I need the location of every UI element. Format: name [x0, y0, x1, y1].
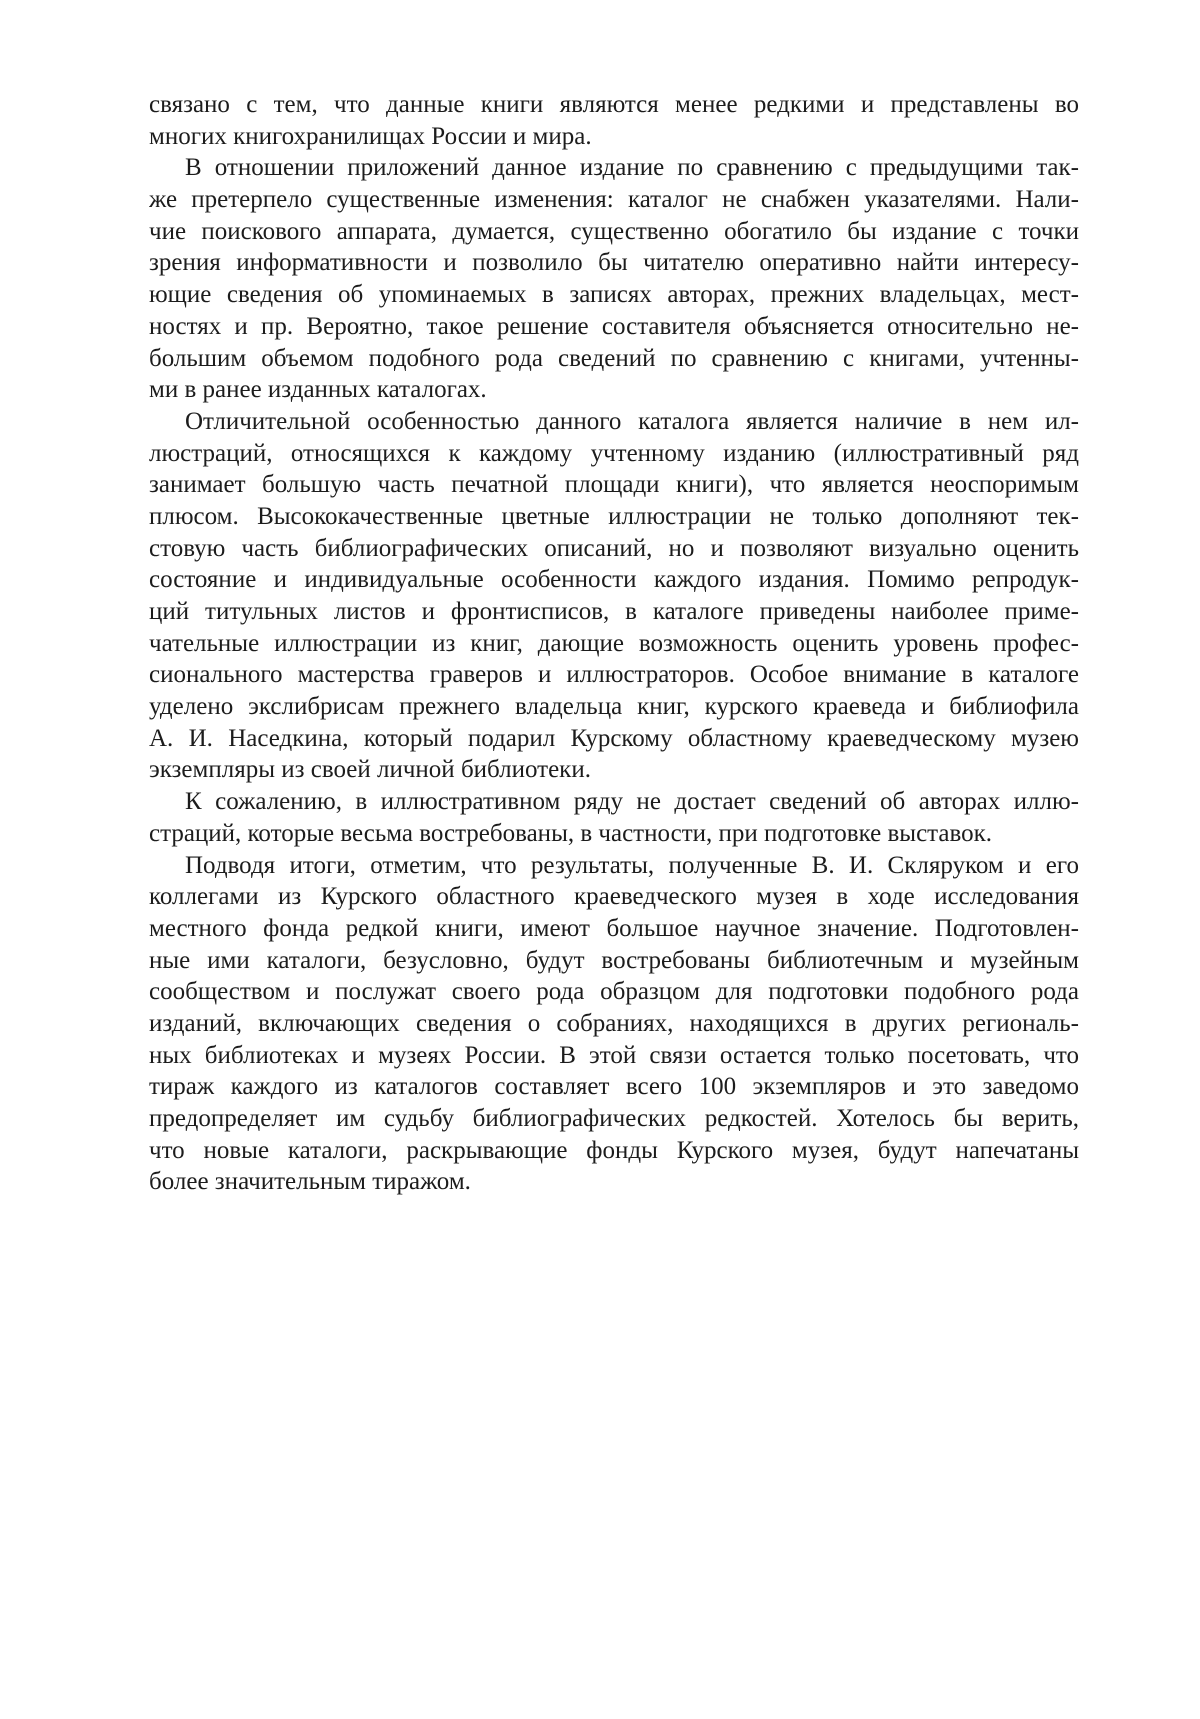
text-line: более значительным тиражом. [149, 1168, 471, 1196]
text-line: сообществом и послужат своего рода образцом для подготовки подобного рода [149, 978, 1079, 1006]
text-line: ные ими каталоги, безусловно, будут востребованы библиотечным и музейным [149, 946, 1079, 974]
text-line: предопределяет им судьбу библиографических редкостей. Хотелось бы верить, [149, 1105, 1079, 1132]
text-line: ми в ранее изданных каталогах. [149, 376, 487, 404]
text-line: экземпляры из своей личной библиотеки. [149, 756, 591, 784]
text-line: Подводя итоги, отметим, что результаты, полученные В. И. Скляруком и его [185, 851, 1079, 879]
text-line: Отличительной особенностью данного каталога является наличие в нем ил- [185, 407, 1079, 435]
text-line: состояние и индивидуальные особенности каждого издания. Помимо репродук- [149, 566, 1079, 594]
text-line: же претерпело существенные изменения: каталог не снабжен указателями. Нали- [149, 186, 1079, 214]
text-line: ций титульных листов и фронтисписов, в каталоге приведены наиболее приме- [149, 598, 1079, 625]
text-line: чие поискового аппарата, думается, существенно обогатило бы издание с точки [149, 217, 1079, 245]
text-line: чательные иллюстрации из книг, дающие возможность оценить уровень профес- [149, 629, 1079, 657]
text-line: ных библиотеках и музеях России. В этой связи остается только посетовать, что [149, 1041, 1079, 1069]
text-line: большим объемом подобного рода сведений по сравнению с книгами, учтенны- [149, 344, 1079, 372]
text-line: страций, которые весьма востребованы, в частности, при подготовке выставок. [149, 819, 993, 847]
text-line: А. И. Наседкина, который подарил Курскому областному краеведческому музею [149, 724, 1079, 752]
text-line: уделено экслибрисам прежнего владельца книг, курского краеведа и библиофила [149, 693, 1079, 721]
body-text [149, 89, 1079, 1198]
text-line: коллегами из Курского областного краеведческого музея в ходе исследования [149, 883, 1079, 911]
text-line: изданий, включающих сведения о собраниях, находящихся в других региональ- [149, 1009, 1079, 1037]
text-line: ностях и пр. Вероятно, такое решение составителя объясняется относительно не- [149, 312, 1079, 340]
text-line: ющие сведения об упоминаемых в записях авторах, прежних владельцах, мест- [149, 281, 1079, 309]
text-line: стовую часть библиографических описаний, но и позволяют визуально оценить [149, 534, 1079, 562]
text-line: люстраций, относящихся к каждому учтенному изданию (иллюстративный ряд [149, 439, 1079, 467]
text-line: местного фонда редкой книги, имеют большое научное значение. Подготовлен- [149, 914, 1079, 942]
text-line: плюсом. Высококачественные цветные иллюстрации не только дополняют тек- [149, 502, 1079, 530]
text-line: связано с тем, что данные книги являются менее редкими и представлены во [149, 91, 1079, 118]
text-line: тираж каждого из каталогов составляет всего 100 экземпляров и это заведомо [149, 1073, 1079, 1101]
text-line: многих книгохранилищах России и мира. [149, 122, 592, 150]
text-line: В отношении приложений данное издание по сравнению с предыдущими так- [185, 154, 1079, 182]
text-line: занимает большую часть печатной площади книги), что является неоспоримым [149, 471, 1079, 499]
text-line: зрения информативности и позволило бы читателю оперативно найти интересу- [149, 249, 1079, 277]
text-line: К сожалению, в иллюстративном ряду не достает сведений об авторах иллю- [185, 788, 1079, 816]
text-line: что новые каталоги, раскрывающие фонды Курского музея, будут напечатаны [149, 1136, 1079, 1164]
text-line: сионального мастерства граверов и иллюстраторов. Особое внимание в каталоге [149, 661, 1079, 689]
